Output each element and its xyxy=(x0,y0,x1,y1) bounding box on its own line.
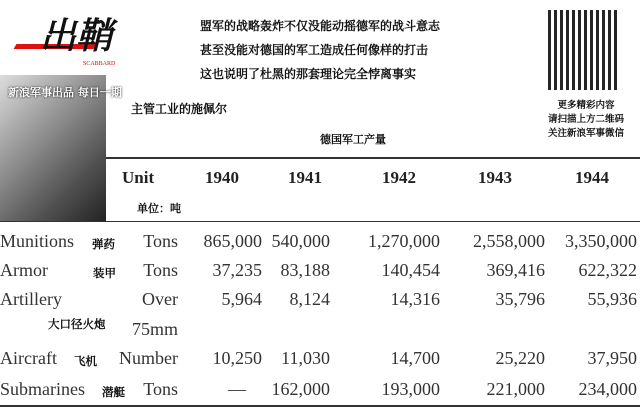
qr-text-2: 请扫描上方二维码 xyxy=(547,114,624,125)
cell-value: — xyxy=(228,379,246,399)
header-1942: 1942 xyxy=(382,168,416,187)
badge-text: 新浪军事出品 每日一期 xyxy=(8,86,122,99)
cell-value: 37,235 xyxy=(212,260,262,280)
cell-value: 3,350,000 xyxy=(565,231,637,251)
cell-value: 221,000 xyxy=(486,379,545,399)
cell-value: 234,000 xyxy=(578,379,637,399)
cell-value: 14,700 xyxy=(390,348,440,368)
cell-value: 369,416 xyxy=(486,260,545,280)
cell-value: 140,454 xyxy=(381,260,440,280)
header-unit: Unit xyxy=(122,168,155,187)
cell-value: 193,000 xyxy=(381,379,440,399)
logo-subtitle: SCABBARD xyxy=(83,61,116,67)
qr-text-3: 关注新浪军事微信 xyxy=(547,128,624,139)
cell-value: 11,030 xyxy=(281,348,330,368)
cell-value: 37,950 xyxy=(587,348,637,368)
cell-value: 14,316 xyxy=(390,289,440,309)
row-label: Artillery xyxy=(0,289,62,309)
row-unit: Tons xyxy=(143,260,178,280)
cell-value: 1,270,000 xyxy=(368,231,440,251)
row-label-cn: 潜艇 xyxy=(102,385,125,399)
cell-value: 622,322 xyxy=(578,260,637,280)
cell-value: 55,936 xyxy=(587,289,637,309)
row-label-cn: 飞机 xyxy=(74,354,97,368)
cell-value: 5,964 xyxy=(221,289,262,309)
logo xyxy=(15,8,125,68)
table-top-rule xyxy=(106,157,640,159)
row-unit-2: 75mm xyxy=(131,319,178,339)
qr-text-1: 更多精彩内容 xyxy=(557,100,615,111)
cell-value: 540,000 xyxy=(271,231,330,251)
header-1940: 1940 xyxy=(205,168,239,187)
row-label: Armor xyxy=(0,260,48,280)
row-unit: Over xyxy=(142,289,178,309)
logo-mark: 出鞘 xyxy=(40,16,113,57)
headline-2: 甚至没能对德国的军工造成任何像样的打击 xyxy=(200,43,429,57)
header-1941: 1941 xyxy=(288,168,322,187)
cell-value: 25,220 xyxy=(495,348,545,368)
cell-value: 2,558,000 xyxy=(473,231,545,251)
row-unit: Tons xyxy=(143,379,178,399)
cell-value: 35,796 xyxy=(495,289,545,309)
qr-code[interactable] xyxy=(548,10,620,90)
header-rule xyxy=(0,221,640,222)
cell-value: 10,250 xyxy=(212,348,262,368)
photo-caption: 主管工业的施佩尔 xyxy=(131,102,228,116)
headline-3: 这也说明了杜黑的那套理论完全悖离事实 xyxy=(200,67,417,81)
row-label-cn: 装甲 xyxy=(93,266,116,280)
cell-value: 8,124 xyxy=(289,289,330,309)
row-label: Submarines xyxy=(0,379,85,399)
cell-value: 162,000 xyxy=(271,379,330,399)
table-title: 德国军工产量 xyxy=(320,133,386,146)
table-bottom-rule xyxy=(0,405,640,407)
header-1943: 1943 xyxy=(478,168,512,187)
row-unit: Tons xyxy=(143,231,178,251)
cell-value: 865,000 xyxy=(203,231,262,251)
header-1944: 1944 xyxy=(575,168,609,187)
row-label-cn: 大口径火炮 xyxy=(48,317,106,331)
row-label-cn: 弹药 xyxy=(92,237,115,251)
row-label: Munitions xyxy=(0,231,75,251)
row-label: Aircraft xyxy=(0,348,57,368)
row-unit: Number xyxy=(119,348,178,368)
unit-label-cn: 单位：吨 xyxy=(137,202,181,215)
headline-1: 盟军的战略轰炸不仅没能动摇德军的战斗意志 xyxy=(200,19,441,33)
cell-value: 83,188 xyxy=(280,260,330,280)
